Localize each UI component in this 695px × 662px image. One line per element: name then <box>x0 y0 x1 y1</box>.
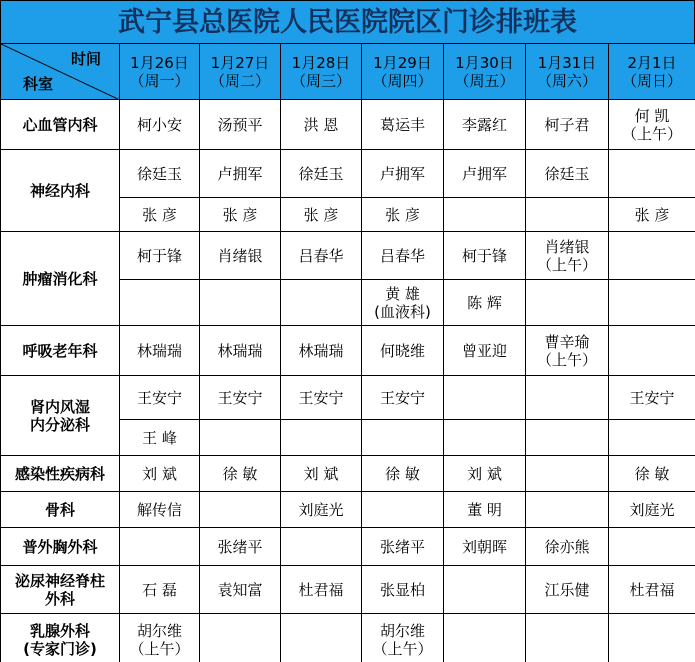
department-name: 骨科 <box>1 492 120 528</box>
doctor-cell <box>362 456 444 492</box>
doctor-cell <box>200 198 281 232</box>
schedule-row <box>1 566 695 614</box>
doctor-name: 徐廷玉 <box>136 164 182 183</box>
day-weekday: （周六） <box>536 71 597 90</box>
doctor-name: 张 彦 <box>142 205 177 224</box>
doctor-cell <box>444 280 526 326</box>
doctor-cell <box>281 232 362 280</box>
doctor-cell <box>281 420 362 456</box>
doctor-name: 卢拥军 <box>461 164 507 183</box>
corner-time-label: 时间 <box>70 50 101 68</box>
doctor-name: 洪 恩 <box>303 115 339 134</box>
doctor-cell <box>362 528 444 566</box>
doctor-name: 杜君福 <box>298 580 344 599</box>
doctor-cell <box>526 614 609 662</box>
doctor-cell <box>444 456 526 492</box>
doctor-cell <box>120 566 200 614</box>
department-name: 感染性疾病科 <box>1 456 120 492</box>
doctor-cell <box>120 150 200 198</box>
department-name-line: 外科 <box>44 589 75 608</box>
doctor-cell <box>200 326 281 376</box>
doctor-cell <box>200 614 281 662</box>
schedule-table <box>0 43 695 662</box>
doctor-cell <box>362 326 444 376</box>
doctor-cell <box>526 528 609 566</box>
session-note: (血液科) <box>374 302 431 321</box>
day-date: 2月1日 <box>627 53 677 72</box>
schedule-row <box>1 150 695 198</box>
department-name: 普外胸外科 <box>1 528 120 566</box>
doctor-name: 张绪平 <box>217 537 263 556</box>
day-weekday: （周三） <box>290 71 351 90</box>
doctor-cell <box>526 280 609 326</box>
doctor-cell <box>362 198 444 232</box>
doctor-cell <box>444 232 526 280</box>
day-header <box>526 44 609 100</box>
department-name <box>1 566 120 614</box>
doctor-cell <box>281 492 362 528</box>
doctor-name: 李露红 <box>461 115 507 134</box>
doctor-name: 徐廷玉 <box>544 164 590 183</box>
doctor-cell <box>362 376 444 420</box>
doctor-cell <box>609 198 695 232</box>
doctor-cell <box>120 528 200 566</box>
doctor-name: 卢拥军 <box>217 164 263 183</box>
doctor-name: 柯子君 <box>544 115 590 134</box>
department-name-line: (专家门诊) <box>23 639 97 658</box>
doctor-name: 柯于锋 <box>136 246 182 265</box>
department-name-line: 泌尿神经脊柱 <box>14 571 105 590</box>
doctor-name: 曹辛瑜 <box>544 332 590 351</box>
schedule-row <box>1 614 695 662</box>
doctor-name: 徐 敏 <box>634 464 670 483</box>
doctor-name: 杜君福 <box>629 580 675 599</box>
doctor-cell <box>362 232 444 280</box>
doctor-cell <box>200 420 281 456</box>
doctor-name: 肖绪银 <box>544 237 590 256</box>
doctor-name: 卢拥军 <box>379 164 425 183</box>
department-name: 呼吸老年科 <box>1 326 120 376</box>
doctor-cell <box>362 614 444 662</box>
doctor-cell <box>526 420 609 456</box>
doctor-cell <box>526 492 609 528</box>
doctor-cell <box>609 492 695 528</box>
doctor-name: 曾亚迎 <box>461 341 507 360</box>
doctor-name: 何 凯 <box>634 106 670 125</box>
doctor-name: 汤预平 <box>217 115 263 134</box>
corner-diagonal <box>1 44 120 100</box>
doctor-cell <box>120 420 200 456</box>
doctor-name: 徐亦熊 <box>544 537 590 556</box>
doctor-cell <box>120 198 200 232</box>
doctor-name: 王安宁 <box>298 388 344 407</box>
day-date: 1月29日 <box>373 53 432 72</box>
doctor-name: 张 彦 <box>385 205 420 224</box>
doctor-cell <box>526 100 609 150</box>
doctor-cell <box>362 492 444 528</box>
doctor-name: 徐廷玉 <box>298 164 344 183</box>
doctor-cell <box>609 232 695 280</box>
department-name <box>1 376 120 456</box>
doctor-cell <box>362 150 444 198</box>
doctor-name: 柯于锋 <box>461 246 507 265</box>
doctor-cell <box>120 492 200 528</box>
session-note: （上午） <box>129 639 190 658</box>
schedule-row <box>1 376 695 420</box>
department-name: 心血管内科 <box>1 100 120 150</box>
day-weekday: （周一） <box>129 71 190 90</box>
schedule-row <box>1 100 695 150</box>
doctor-cell <box>444 528 526 566</box>
corner-cell <box>1 44 120 100</box>
doctor-name: 张 彦 <box>634 205 670 224</box>
day-header <box>609 44 695 100</box>
doctor-name: 刘 斌 <box>467 464 502 483</box>
doctor-cell <box>526 566 609 614</box>
doctor-cell <box>120 456 200 492</box>
doctor-name: 王安宁 <box>217 388 263 407</box>
doctor-cell <box>200 566 281 614</box>
day-header <box>200 44 281 100</box>
doctor-name: 刘 斌 <box>303 464 339 483</box>
session-note: （上午） <box>536 255 597 274</box>
doctor-cell <box>281 376 362 420</box>
doctor-cell <box>281 150 362 198</box>
doctor-cell <box>526 326 609 376</box>
doctor-name: 林瑞瑞 <box>136 341 182 360</box>
doctor-cell <box>281 326 362 376</box>
doctor-cell <box>609 528 695 566</box>
doctor-cell <box>526 198 609 232</box>
doctor-name: 董 明 <box>467 500 502 519</box>
department-name: 肿瘤消化科 <box>1 232 120 326</box>
doctor-name: 徐 敏 <box>222 464 258 483</box>
doctor-name: 肖绪银 <box>217 246 263 265</box>
doctor-name: 江乐健 <box>544 580 590 599</box>
doctor-cell <box>609 100 695 150</box>
doctor-cell <box>200 456 281 492</box>
day-date: 1月31日 <box>537 53 597 72</box>
doctor-cell <box>200 100 281 150</box>
day-date: 1月28日 <box>291 53 351 72</box>
header-row <box>1 44 695 100</box>
doctor-cell <box>281 198 362 232</box>
doctor-name: 刘庭光 <box>298 500 344 519</box>
doctor-name: 陈 辉 <box>467 293 502 312</box>
doctor-cell <box>200 150 281 198</box>
doctor-cell <box>609 150 695 198</box>
doctor-cell <box>444 492 526 528</box>
session-note: （上午） <box>621 124 682 143</box>
doctor-cell <box>200 232 281 280</box>
doctor-name: 黄 雄 <box>385 284 420 303</box>
doctor-name: 张绪平 <box>379 537 425 556</box>
doctor-cell <box>609 280 695 326</box>
day-date: 1月26日 <box>130 53 189 72</box>
doctor-name: 张 彦 <box>222 205 258 224</box>
doctor-cell <box>362 566 444 614</box>
department-name-line: 内分泌科 <box>29 415 90 434</box>
day-header <box>281 44 362 100</box>
day-weekday: （周五） <box>454 71 515 90</box>
doctor-name: 石 磊 <box>142 580 177 599</box>
doctor-cell <box>120 280 200 326</box>
doctor-name: 张显柏 <box>379 580 425 599</box>
session-note: （上午） <box>536 350 597 369</box>
schedule-row <box>1 456 695 492</box>
doctor-cell <box>444 150 526 198</box>
day-header <box>362 44 444 100</box>
doctor-cell <box>444 420 526 456</box>
doctor-name: 何晓维 <box>379 341 425 360</box>
doctor-name: 王 峰 <box>142 428 177 447</box>
doctor-name: 王安宁 <box>629 388 675 407</box>
doctor-cell <box>120 614 200 662</box>
day-header <box>444 44 526 100</box>
day-header <box>120 44 200 100</box>
doctor-cell <box>200 376 281 420</box>
doctor-cell <box>281 614 362 662</box>
doctor-cell <box>200 492 281 528</box>
doctor-cell <box>444 326 526 376</box>
doctor-cell <box>362 280 444 326</box>
doctor-cell <box>200 280 281 326</box>
day-weekday: （周二） <box>209 71 270 90</box>
doctor-name: 葛运丰 <box>379 115 425 134</box>
doctor-name: 徐 敏 <box>385 464 420 483</box>
doctor-cell <box>609 566 695 614</box>
doctor-name: 王安宁 <box>136 388 182 407</box>
doctor-name: 柯小安 <box>136 115 182 134</box>
doctor-cell <box>609 614 695 662</box>
doctor-cell <box>444 198 526 232</box>
session-note: （上午） <box>372 639 433 658</box>
doctor-name: 林瑞瑞 <box>298 341 344 360</box>
doctor-cell <box>120 376 200 420</box>
department-name: 神经内科 <box>1 150 120 232</box>
doctor-name: 吕春华 <box>379 246 425 265</box>
doctor-cell <box>120 100 200 150</box>
doctor-cell <box>526 376 609 420</box>
doctor-cell <box>362 100 444 150</box>
doctor-cell <box>444 614 526 662</box>
doctor-name: 张 彦 <box>303 205 339 224</box>
doctor-cell <box>609 326 695 376</box>
schedule-row <box>1 232 695 280</box>
department-name <box>1 614 120 662</box>
doctor-cell <box>281 528 362 566</box>
doctor-name: 吕春华 <box>298 246 344 265</box>
doctor-name: 解传信 <box>136 500 182 519</box>
doctor-name: 林瑞瑞 <box>217 341 263 360</box>
doctor-cell <box>609 376 695 420</box>
day-weekday: （周四） <box>372 71 433 90</box>
doctor-cell <box>281 100 362 150</box>
day-date: 1月27日 <box>210 53 270 72</box>
day-weekday: （周日） <box>621 71 682 90</box>
day-date: 1月30日 <box>455 53 514 72</box>
doctor-cell <box>526 456 609 492</box>
schedule-row <box>1 528 695 566</box>
page-title: 武宁县总医院人民医院院区门诊排班表 <box>0 0 695 44</box>
doctor-cell <box>120 232 200 280</box>
schedule-row <box>1 492 695 528</box>
doctor-cell <box>444 566 526 614</box>
doctor-cell <box>526 232 609 280</box>
schedule-row <box>1 326 695 376</box>
doctor-cell <box>444 376 526 420</box>
doctor-name: 刘朝晖 <box>461 537 507 556</box>
corner-dept-label: 科室 <box>23 75 54 93</box>
doctor-cell <box>281 566 362 614</box>
doctor-cell <box>120 326 200 376</box>
doctor-cell <box>444 100 526 150</box>
doctor-cell <box>526 150 609 198</box>
doctor-name: 袁知富 <box>217 580 263 599</box>
doctor-name: 刘庭光 <box>629 500 675 519</box>
doctor-name: 刘 斌 <box>142 464 177 483</box>
doctor-cell <box>200 528 281 566</box>
department-name-line: 肾内风湿 <box>29 397 90 416</box>
doctor-cell <box>281 456 362 492</box>
doctor-cell <box>609 456 695 492</box>
doctor-name: 胡尔维 <box>379 621 425 640</box>
doctor-name: 王安宁 <box>379 388 425 407</box>
department-name-line: 乳腺外科 <box>29 621 90 640</box>
doctor-cell <box>281 280 362 326</box>
doctor-name: 胡尔维 <box>136 621 182 640</box>
doctor-cell <box>362 420 444 456</box>
doctor-cell <box>609 420 695 456</box>
